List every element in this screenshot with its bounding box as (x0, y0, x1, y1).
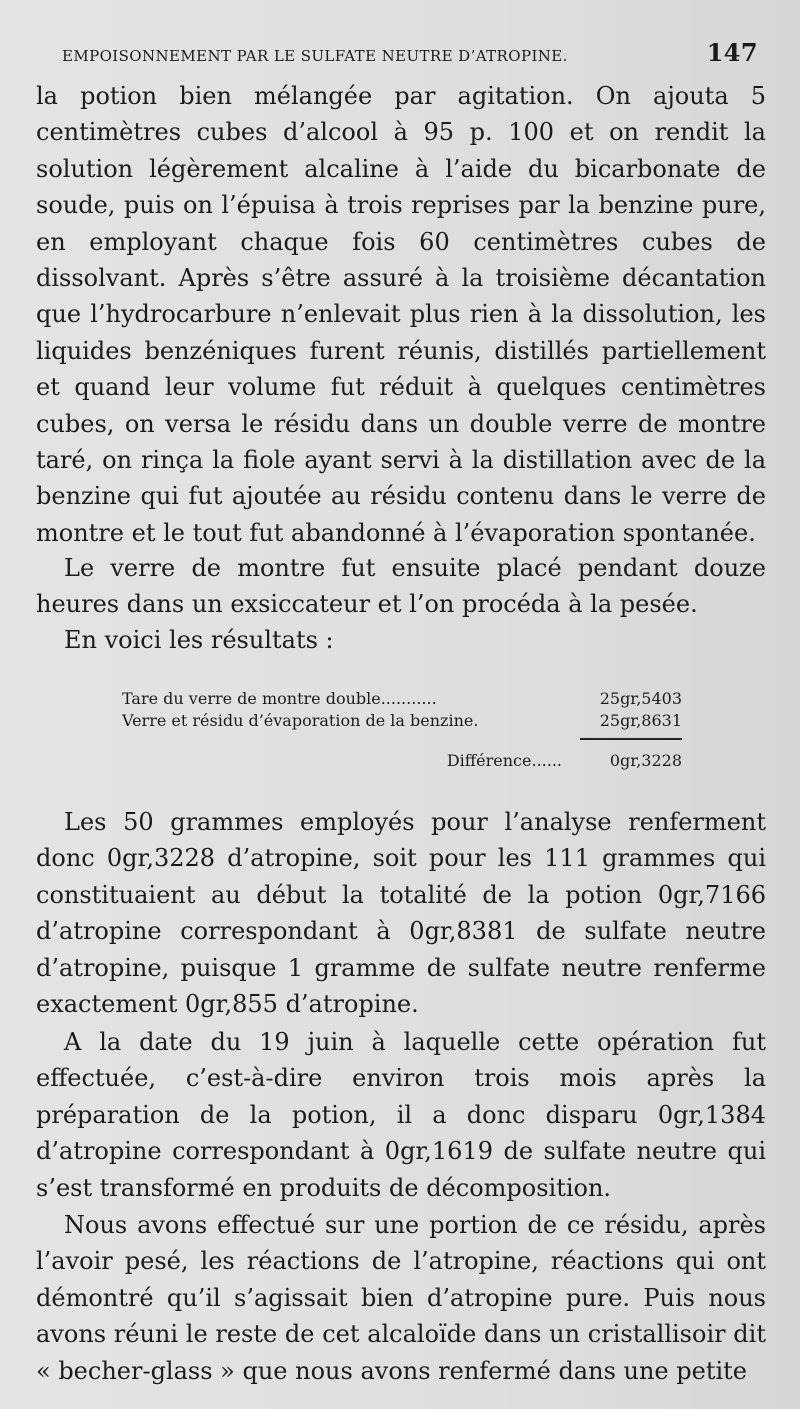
paragraph-3-text: En voici les résultats : (64, 626, 334, 654)
sum-rule (580, 738, 682, 740)
paragraph-1-text: la potion bien mélangée par agitation. On ajouta 5 centimètres cubes d’alcool à 95 p. 100 et on rendit la solution légèrement alcaline à l’aide du bicarbonate de soude, puis on l’épuisa à trois reprises par la benzine pure, en employant chaque fois 60 centimètres cubes de dissolvant. Après s’être assuré à la troisième décantation que l’hydrocarbure n’enlevait plus rien à la dissolution, les liquides benzéniques furent réunis, distillés partiellement et quand leur volume fut réduit à quelques centimètres cubes, on versa le résidu dans un double verre de montre taré, on rinça la fiole ayant servi à la distillation avec de la benzine qui fut ajoutée au résidu contenu dans le verre de montre et le tout fut abandonné à l’évaporation spontanée. (36, 82, 766, 547)
results-row-tare (122, 688, 682, 710)
paragraph-5-text: A la date du 19 juin à laquelle cette opération fut effectuée, c’est-à-dire environ trois mois après la préparation de la potion, il a donc disparu 0gr,1384 d’atropine correspondant à 0gr,1619 de sulfate neutre qui s’est transformé en produits de décomposition. (36, 1028, 766, 1202)
running-title: EMPOISONNEMENT PAR LE SULFATE NEUTRE D’ATROPINE. (62, 47, 568, 65)
paragraph-3 (36, 622, 766, 658)
difference-value: 0gr,3228 (609, 751, 682, 770)
results-row-value: 25gr,8631 (599, 711, 682, 730)
page-number: 147 (706, 38, 758, 67)
paragraph-5 (36, 1024, 766, 1206)
results-row-value: 25gr,5403 (599, 689, 682, 708)
paragraph-4 (36, 804, 766, 1022)
running-head (62, 38, 758, 67)
results-table (122, 688, 682, 772)
paragraph-2 (36, 550, 766, 623)
paragraph-2-text: Le verre de montre fut ensuite placé pendant douze heures dans un exsiccateur et l’on procéda à la pesée. (36, 554, 766, 619)
paragraph-1 (36, 78, 766, 551)
paragraph-4-text: Les 50 grammes employés pour l’analyse renferment donc 0gr,3228 d’atropine, soit pour les 111 grammes qui constituaient au début la totalité de la potion 0gr,7166 d’atropine correspondant à 0gr,8381 de sulfate neutre d’atropine, puisque 1 gramme de sulfate neutre renferme exactement 0gr,855 d’atropine. (36, 808, 766, 1019)
difference-label: Différence...... (446, 751, 562, 770)
results-row-label: Verre et résidu d’évaporation de la benzine. (122, 711, 479, 730)
paragraph-6 (36, 1207, 766, 1389)
results-row-residu (122, 710, 682, 732)
paragraph-6-text: Nous avons effectué sur une portion de ce résidu, après l’avoir pesé, les réactions de l’atropine, réactions qui ont démontré qu’il s’agissait bien d’atropine pure. Puis nous avons réuni le reste de cet alcaloïde dans un cristallisoir dit « becher-glass » que nous avons renfermé dans une petite (36, 1211, 766, 1385)
results-row-difference (122, 750, 682, 772)
results-row-label: Tare du verre de montre double........... (122, 689, 437, 708)
